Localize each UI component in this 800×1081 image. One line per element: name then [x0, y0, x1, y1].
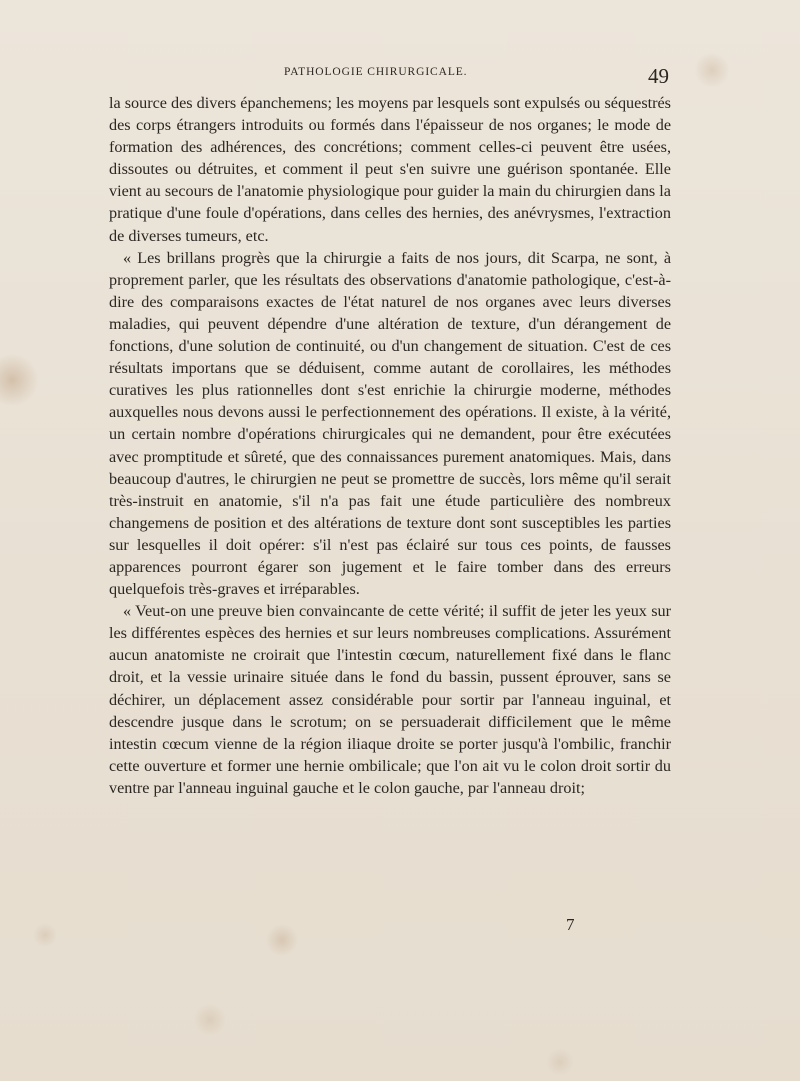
- page-number: 49: [648, 64, 669, 88]
- running-title: PATHOLOGIE CHIRURGICALE.: [284, 66, 468, 78]
- paragraph-1: la source des divers épanchemens; les moyens par lesquels sont expulsés ou séquestrés des corps étrangers introduits ou formés dans l'épaisseur de nos organes; le mode de formation des adhérences, des concrétions; comment celles-ci peuvent être usées, dissoutes ou détruites, et comment il peut s'en suivre une guérison spontanée. Elle vient au secours de l'anatomie physiologique pour guider la main du chirurgien dans la pratique d'une foule d'opérations, dans celles des hernies, des anévrysmes, l'extraction de diverses tumeurs, etc.: [109, 94, 671, 245]
- signature-mark: 7: [566, 915, 575, 934]
- paragraph-2: « Les brillans progrès que la chirurgie a faits de nos jours, dit Scarpa, ne sont, à proprement parler, que les résultats des observations d'anatomie pathologique, c'est-à-dire des comparaisons exactes de l'état naturel de nos organes avec leurs diverses maladies, qui peuvent dépendre d'une altération de texture, d'un dérangement de fonctions, d'une solution de continuité, ou d'un changement de situation. C'est de ces résultats importans que se déduisent, comme autant de corollaires, les méthodes curatives les plus rationnelles dont s'est enrichie la chirurgie moderne, méthodes auxquelles nous devons aussi le perfectionnement des opérations. Il existe, à la vérité, un certain nombre d'opérations chirurgicales qui ne demandent, pour être exécutées avec promptitude et sûreté, que des connaissances purement anatomiques. Mais, dans beaucoup d'autres, le chirurgien ne peut se promettre de succès, lors même qu'il serait très-instruit en anatomie, s'il n'a pas fait une étude particulière des nombreux changemens de position et des altérations de texture dont sont susceptibles les parties sur lesquelles il doit opérer: s'il n'est pas éclairé sur tous ces points, de fausses apparences pourront égarer son jugement et le faire tomber dans des erreurs quelquefois très-graves et irréparables.: [109, 248, 671, 599]
- body-text: [109, 92, 671, 799]
- paragraph-3: « Veut-on une preuve bien convaincante de cette vérité; il suffit de jeter les yeux sur les différentes espèces des hernies et sur leurs nombreuses complications. Assurément aucun anatomiste ne croirait que l'intestin cœcum, naturellement fixé dans le flanc droit, et la vessie urinaire située dans le fond du bassin, pussent éprouver, sans se déchirer, un déplacement assez considérable pour sortir par l'anneau inguinal, et descendre jusque dans le scrotum; on se persuaderait difficilement que le même intestin cœcum vienne de la région iliaque droite se porter jusqu'à l'ombilic, franchir cette ouverture et former une hernie ombilicale; que l'on ait vu le colon droit sortir du ventre par l'anneau inguinal gauche et le colon gauche, par l'anneau droit;: [109, 602, 671, 797]
